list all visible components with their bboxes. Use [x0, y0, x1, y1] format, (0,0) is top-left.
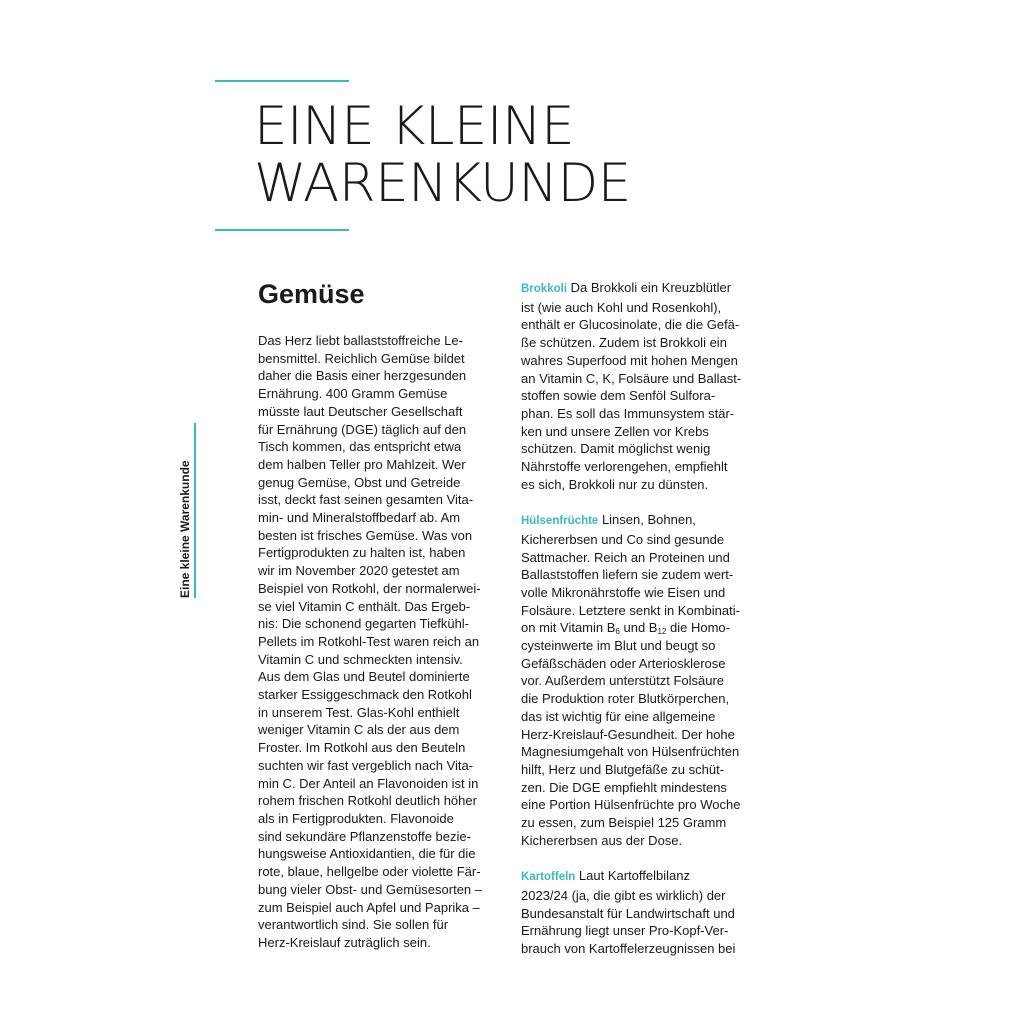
text-line-vitamin: on mit Vitamin $B_6$ und $B_{12}$ die Homo-	[521, 620, 730, 637]
text-line: genug Gemüse, Obst und Getreide	[258, 474, 461, 490]
text-line: Magnesiumgehalt von Hülsenfrüchten	[521, 744, 740, 760]
text-line: min C. Der Anteil an Flavonoiden ist in	[258, 775, 479, 791]
text-line: weniger Vitamin C als der aus dem	[258, 722, 460, 738]
text-line: Aus dem Glas und Beutel dominierte	[258, 669, 470, 685]
text-line: stoffen sowie dem Senföl Sulfora-	[521, 388, 716, 404]
text-line: sind sekundäre Pflanzenstoffe bezie-	[258, 828, 471, 844]
text-line: dem halben Teller pro Mahlzeit. Wer	[258, 456, 466, 472]
text-line: Folsäure. Letztere senkt in Kombinati-	[521, 602, 740, 618]
text-line: enthält er Glucosinolate, die die Gefä-	[521, 317, 740, 333]
text-line: als in Fertigprodukten. Flavonoide	[258, 810, 454, 826]
text-line: rote, blaue, hellgelbe oder violette Fär-	[258, 864, 481, 880]
headline-line-1: EINE KLEINE	[254, 96, 575, 157]
text-line: wir im November 2020 getestet am	[258, 563, 460, 579]
text-line: verantwortlich sind. Sie sollen für	[258, 917, 449, 933]
text-line: Froster. Im Rotkohl aus den Beuteln	[258, 740, 466, 756]
text-line: Hülsenfrüchte Linsen, Bohnen,	[521, 512, 696, 528]
paragraph-huelsenfruechte	[521, 511, 771, 849]
text-line: Ballaststoffen liefern sie zudem wert-	[521, 567, 734, 583]
keyword-huelsenfruechte: Hülsenfrüchte	[521, 515, 599, 528]
text-line: ist (wie auch Kohl und Rosenkohl),	[521, 299, 722, 315]
text-line: vor. Außerdem unterstützt Folsäure	[521, 673, 725, 689]
paragraph-brokkoli	[521, 279, 771, 493]
text-line: brauch von Kartoffelerzeugnissen bei	[521, 940, 736, 956]
huelsen-lines	[521, 637, 771, 849]
page-headline	[254, 98, 631, 212]
text-line: Herz-Kreislauf-Gesundheit. Der hohe	[521, 726, 735, 742]
text-line: suchten wir fast vergeblich nach Vita-	[258, 757, 474, 773]
keyword-brokkoli: Brokkoli	[521, 283, 568, 295]
text-line: isst, deckt fast seinen gesamten Vita-	[258, 492, 474, 508]
top-accent-rule	[215, 80, 349, 82]
text-line: wahres Superfood mit hohen Mengen	[521, 352, 738, 368]
text-line: Fertigprodukten zu halten ist, haben	[258, 545, 466, 561]
text-line: Gefäßschäden oder Arteriosklerose	[521, 655, 726, 671]
keyword-kartoffeln: Kartoffeln	[521, 871, 576, 884]
text-line: Sattmacher. Reich an Proteinen und	[521, 549, 730, 565]
text-line: zen. Die DGE empfiehlt mindestens	[521, 779, 727, 795]
text-line: die Produktion roter Blutkörperchen,	[521, 691, 730, 707]
text-line: das ist wichtig für eine allgemeine	[521, 708, 716, 724]
side-accent-line	[194, 423, 196, 598]
text-line: zu essen, zum Beispiel 125 Gramm	[521, 815, 727, 831]
text-line: es sich, Brokkoli nur zu dünsten.	[521, 476, 709, 492]
side-section-label: Eine kleine Warenkunde	[178, 460, 192, 598]
text-line: 2023/24 (ja, die gibt es wirklich) der	[521, 887, 726, 903]
text-line: in unserem Test. Glas-Kohl enthielt	[258, 704, 460, 720]
left-column	[258, 332, 498, 952]
text-line: Das Herz liebt ballaststoffreiche Le-	[258, 333, 463, 348]
text-line: hungsweise Antioxidantien, die für die	[258, 846, 476, 862]
text-line: Brokkoli Da Brokkoli ein Kreuzblütler	[521, 280, 732, 295]
text-line: Kichererbsen und Co sind gesunde	[521, 531, 725, 547]
text-line: Kichererbsen aus der Dose.	[521, 832, 683, 848]
text-line: eine Portion Hülsenfrüchte pro Woche	[521, 797, 741, 813]
text-line: ße schützen. Zudem ist Brokkoli ein	[521, 335, 727, 351]
huelsen-lines	[521, 531, 771, 620]
paragraph-kartoffeln	[521, 867, 771, 958]
headline-line-2: WARENKUNDE	[254, 153, 631, 214]
text-line: Kartoffeln Laut Kartoffelbilanz	[521, 868, 690, 884]
text-line: phan. Es soll das Immunsystem stär-	[521, 405, 735, 421]
text-line: Vitamin C und schmeckten intensiv.	[258, 651, 463, 667]
text-line: ken und unsere Zellen vor Krebs	[521, 423, 709, 439]
text-line: nis: Die schonend gegarten Tiefkühl-	[258, 616, 470, 632]
section-title: Gemüse	[258, 279, 365, 309]
text-line: zum Beispiel auch Apfel und Paprika –	[258, 899, 480, 915]
text-line: für Ernährung (DGE) täglich auf den	[258, 421, 467, 437]
text-line: bensmittel. Reichlich Gemüse bildet	[258, 350, 465, 366]
text-line: bung vieler Obst- und Gemüsesorten –	[258, 881, 483, 897]
text-line: Tisch kommen, das entspricht etwa	[258, 439, 462, 455]
kartoffeln-lines	[521, 887, 771, 958]
text-line: rohem frischen Rotkohl deutlich höher	[258, 793, 477, 809]
text-line: Ernährung. 400 Gramm Gemüse	[258, 386, 448, 402]
text-line: daher die Basis einer herzgesunden	[258, 368, 467, 384]
side-section-tab	[178, 423, 192, 598]
text-line: min- und Mineralstoffbedarf ab. Am	[258, 510, 461, 526]
text-line: an Vitamin C, K, Folsäure und Ballast-	[521, 370, 742, 386]
text-line: cysteinwerte im Blut und beugt so	[521, 638, 716, 654]
text-line: müsste laut Deutscher Gesellschaft	[258, 403, 463, 419]
bottom-accent-rule	[215, 229, 349, 231]
text-line: Herz-Kreislauf zuträglich sein.	[258, 934, 431, 950]
text-line: volle Mikronährstoffe wie Eisen und	[521, 584, 726, 600]
text-line: besten ist frisches Gemüse. Was von	[258, 527, 473, 543]
right-column	[521, 279, 771, 975]
brokkoli-lines	[521, 299, 771, 494]
text-line: Bundesanstalt für Landwirtschaft und	[521, 905, 735, 921]
text-line: schützen. Damit möglichst wenig	[521, 441, 711, 457]
text-line: Beispiel von Rotkohl, der normalerwei-	[258, 580, 481, 596]
text-line: hilft, Herz und Blutgefäße zu schüt-	[521, 761, 725, 777]
text-line: Pellets im Rotkohl-Test waren reich an	[258, 633, 480, 649]
text-line: Nährstoffe verlorengehen, empfiehlt	[521, 459, 728, 475]
text-line: starker Essiggeschmack den Rotkohl	[258, 687, 472, 703]
text-line: Ernährung liegt unser Pro-Kopf-Ver-	[521, 923, 729, 939]
text-line: se viel Vitamin C enthält. Das Ergeb-	[258, 598, 471, 614]
